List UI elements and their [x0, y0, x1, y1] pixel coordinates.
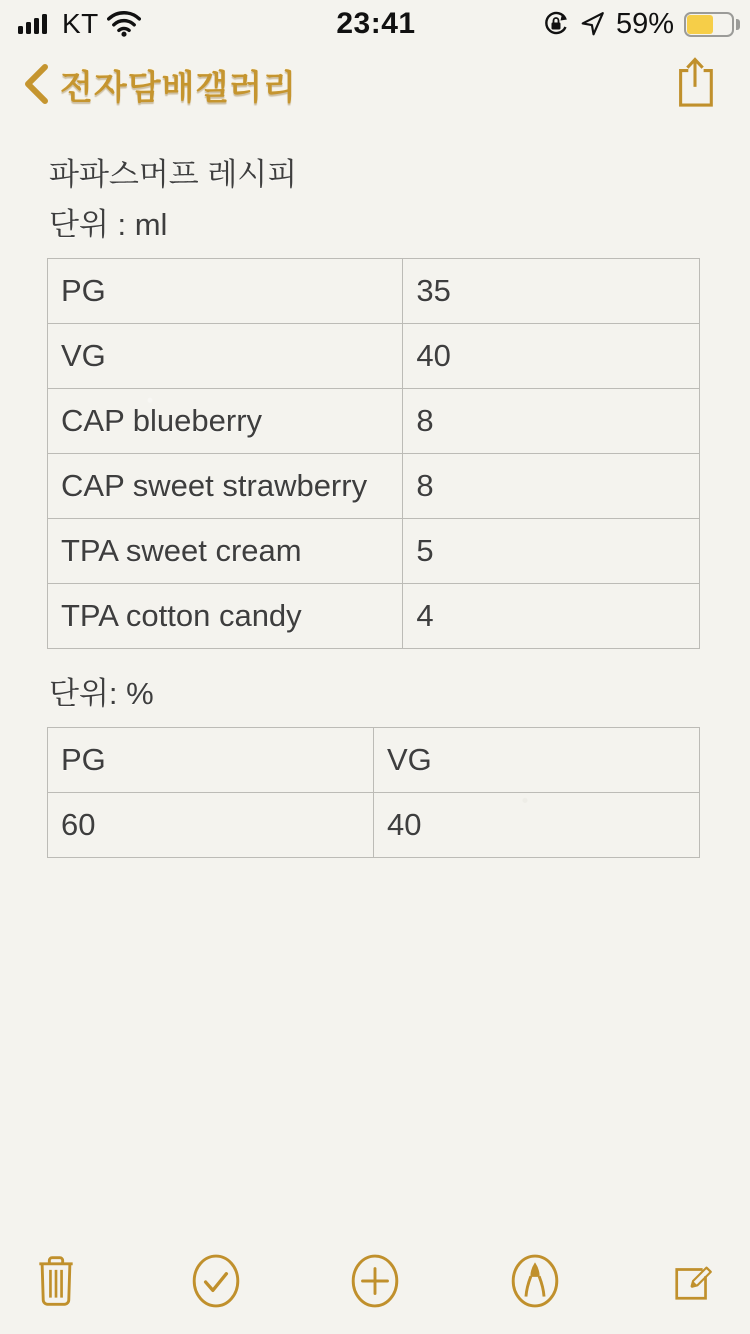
ingredient-cell[interactable]: TPA cotton candy — [48, 584, 403, 649]
share-icon — [672, 55, 718, 111]
table-row — [48, 728, 700, 793]
checklist-icon — [192, 1254, 240, 1308]
table-row — [48, 793, 700, 858]
table-row — [48, 584, 700, 649]
pct-ratio-table — [47, 727, 700, 858]
ingredient-cell[interactable]: TPA sweet cream — [48, 519, 403, 584]
table-row — [48, 389, 700, 454]
share-button[interactable] — [672, 55, 718, 114]
add-note-item-button[interactable] — [349, 1252, 401, 1310]
status-right — [484, 8, 734, 41]
ingredient-cell[interactable]: PG — [48, 259, 403, 324]
table-row — [48, 454, 700, 519]
table-row — [48, 259, 700, 324]
table-row — [48, 519, 700, 584]
ingredient-cell[interactable]: CAP sweet strawberry — [48, 454, 403, 519]
checklist-button[interactable] — [190, 1252, 242, 1310]
location-arrow-icon — [580, 11, 606, 37]
note-title-line: 파파스머프 레시피 — [49, 157, 298, 192]
table-row — [48, 324, 700, 389]
vg-value-cell[interactable]: 40 — [374, 793, 700, 858]
note-editor[interactable] — [47, 126, 700, 858]
ingredient-cell[interactable]: CAP blueberry — [48, 389, 403, 454]
delete-note-button[interactable] — [30, 1252, 82, 1310]
vg-header-cell[interactable]: VG — [374, 728, 700, 793]
amount-cell[interactable]: 5 — [403, 519, 700, 584]
clock: 23:41 — [336, 7, 416, 40]
unit-ml-line: 단위 : ml — [49, 207, 168, 242]
compose-icon — [670, 1254, 718, 1308]
amount-cell[interactable]: 4 — [403, 584, 700, 649]
markup-icon — [511, 1254, 559, 1308]
trash-icon — [36, 1254, 76, 1308]
ingredient-cell[interactable]: VG — [48, 324, 403, 389]
battery-icon — [684, 12, 734, 37]
signal-strength-icon — [18, 12, 54, 36]
add-icon — [351, 1254, 399, 1308]
battery-percent-label: 59% — [615, 7, 674, 40]
pg-header-cell[interactable]: PG — [48, 728, 374, 793]
markup-button[interactable] — [509, 1252, 561, 1310]
amount-cell[interactable]: 8 — [403, 454, 700, 519]
pg-value-cell[interactable]: 60 — [48, 793, 374, 858]
carrier-label: KT — [62, 8, 99, 39]
amount-cell[interactable]: 40 — [403, 324, 700, 389]
nav-bar — [0, 42, 750, 126]
amount-cell[interactable]: 35 — [403, 259, 700, 324]
unit-percent-line: 단위: % — [49, 676, 154, 711]
back-button-label: 전자담배갤러리 — [60, 68, 297, 107]
back-button[interactable] — [22, 60, 297, 109]
amount-cell[interactable]: 8 — [403, 389, 700, 454]
ml-recipe-table — [47, 258, 700, 649]
wifi-icon — [107, 11, 141, 37]
status-left — [18, 8, 268, 40]
compose-button[interactable] — [668, 1252, 720, 1310]
status-bar — [0, 0, 750, 42]
bottom-toolbar — [0, 1242, 750, 1334]
rotation-lock-icon — [542, 10, 570, 38]
chevron-left-icon — [22, 62, 50, 106]
